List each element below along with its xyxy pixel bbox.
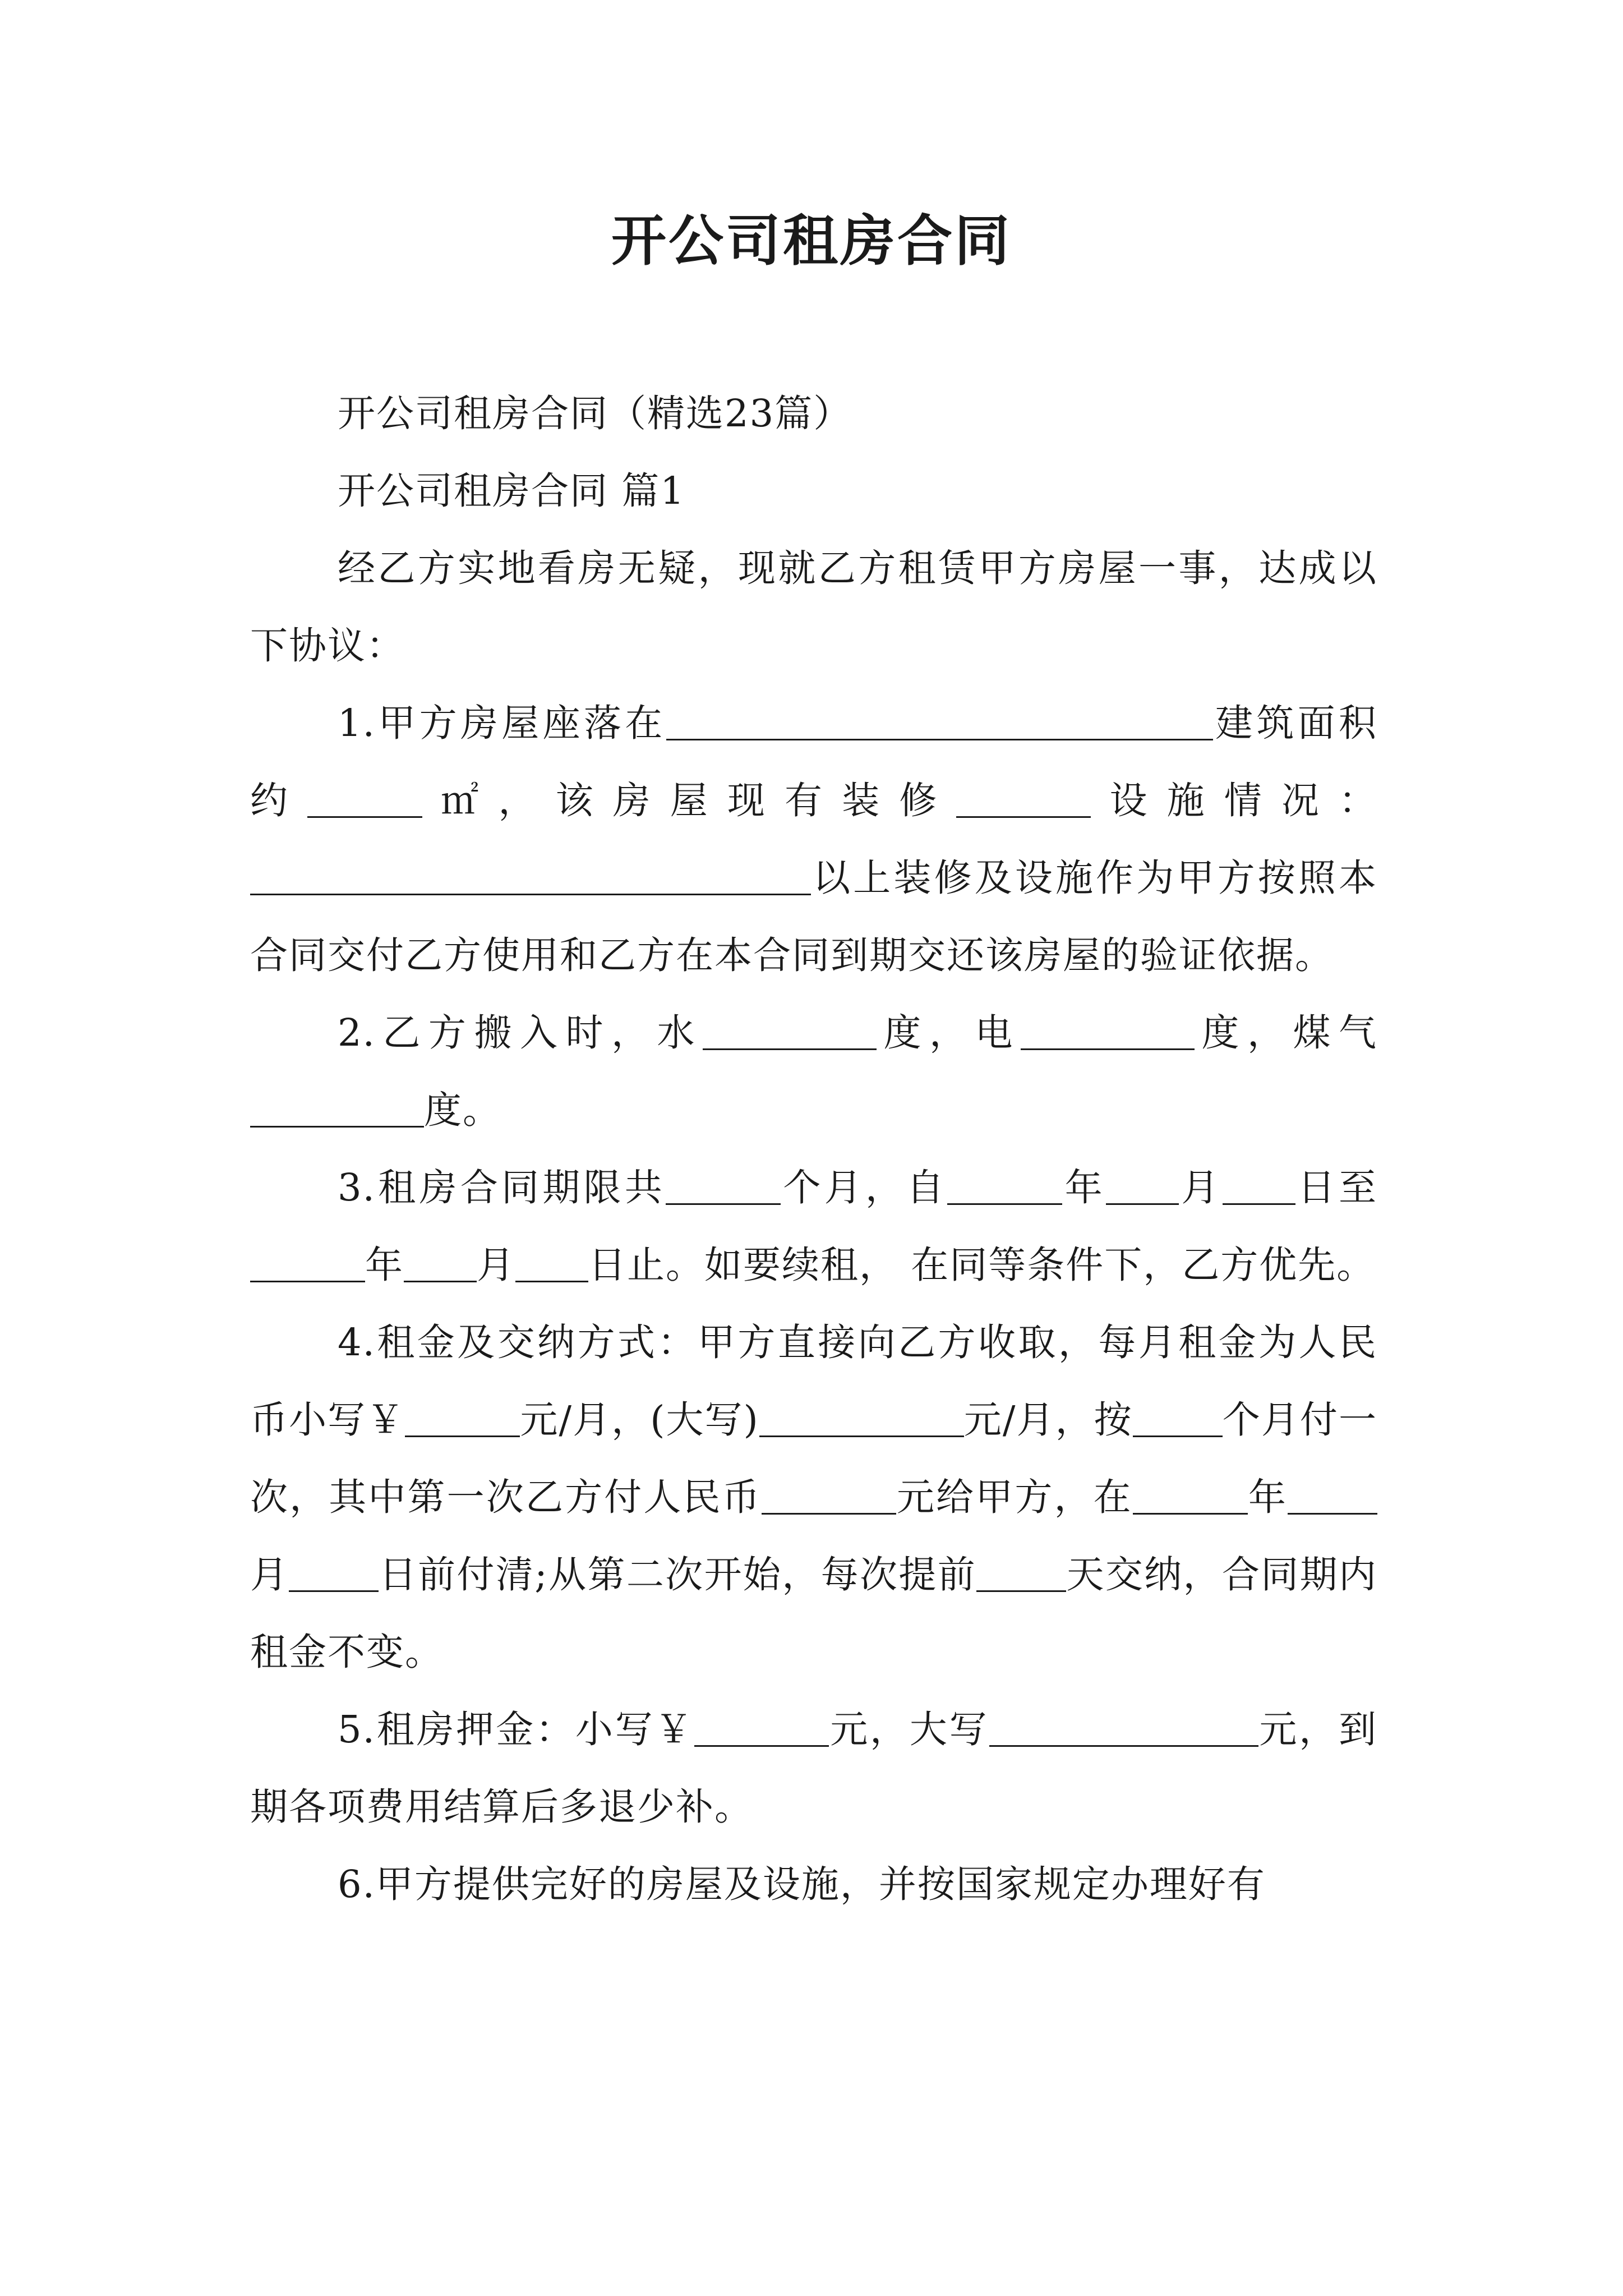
blank-rent-uppercase <box>759 1400 964 1437</box>
clause-3-text-h: 日止。如要续租， 在同等条件下，乙方优先。 <box>588 1243 1376 1287</box>
section-heading-text: 开公司租房合同 篇1 <box>338 469 685 513</box>
blank-payment-day <box>289 1554 379 1592</box>
clause-1-text-b: 建筑面积约 <box>250 701 1377 822</box>
clause-5-text-b: 元，大写 <box>829 1708 989 1751</box>
clause-4-text-b: 元/月，(大写) <box>520 1398 759 1442</box>
blank-end-year <box>250 1245 365 1282</box>
blank-term-months <box>666 1167 781 1205</box>
clause-4 <box>250 1304 1377 1691</box>
clause-5-text-a: 5.租房押金：小写￥ <box>338 1708 695 1751</box>
clause-4-text-d: 个月付一次，其中第一次乙方付人民币 <box>250 1398 1378 1519</box>
blank-deposit-uppercase <box>989 1709 1258 1747</box>
clause-3-text-c: 年 <box>1062 1166 1106 1209</box>
clause-1 <box>250 684 1377 994</box>
clause-6-text-a: 6.甲方提供完好的房屋及设施，并按国家规定办理好有 <box>338 1862 1266 1906</box>
clause-3-text-e: 日至 <box>1295 1166 1378 1209</box>
clause-4-text-a: 4.租金及交纳方式：甲方直接向乙方收取，每月租金为人民币小写￥ <box>250 1320 1377 1442</box>
blank-payment-year <box>1133 1477 1248 1515</box>
clause-4-text-h: 日前付清;从第二次开始，每次提前 <box>379 1553 977 1596</box>
blank-gas-reading <box>250 1090 424 1128</box>
clause-5-text-c: 元，到期各项费用结算后多退少补。 <box>250 1708 1377 1829</box>
clause-3-text-b: 个月，自 <box>781 1166 948 1209</box>
intro-text: 经乙方实地看房无疑，现就乙方租赁甲方房屋一事，达成以下协议： <box>250 546 1377 668</box>
blank-water-reading <box>703 1013 877 1050</box>
section-heading <box>250 452 1377 530</box>
blank-rent-lowercase <box>405 1400 520 1437</box>
blank-house-location <box>666 703 1213 740</box>
clause-4-text-i: 天交纳，合同期内租金不变。 <box>250 1553 1378 1674</box>
clause-1-text-e: 以上装修及设施作为甲方按照本合同交付乙方使用和乙方在本合同到期交还该房屋的验证依据。 <box>250 856 1377 977</box>
clause-4-text-f: 年 <box>1247 1475 1288 1519</box>
clause-3 <box>250 1149 1377 1304</box>
blank-deposit-lowercase <box>694 1709 829 1747</box>
clause-3-text-g: 月 <box>477 1243 515 1287</box>
blank-area <box>307 780 422 818</box>
clause-2 <box>250 994 1377 1149</box>
blank-advance-days <box>976 1554 1066 1592</box>
document-title: 开公司租房合同 <box>611 209 1012 273</box>
clause-3-text-a: 3.租房合同期限共 <box>338 1166 666 1209</box>
subtitle-line <box>250 375 1377 452</box>
clause-3-text-f: 年 <box>365 1243 404 1287</box>
clause-4-text-g: 月 <box>250 1553 289 1596</box>
blank-payment-month <box>1288 1477 1377 1515</box>
blank-payment-interval <box>1133 1400 1223 1437</box>
clause-1-text-a: 1.甲方房屋座落在 <box>338 701 666 745</box>
blank-electricity-reading <box>1021 1013 1195 1050</box>
clause-5 <box>250 1691 1377 1846</box>
document-body <box>250 375 1377 1923</box>
clause-2-text-c: 度，煤气 <box>1194 1011 1377 1055</box>
blank-first-payment <box>762 1477 896 1515</box>
blank-facilities <box>250 858 811 895</box>
clause-6 <box>250 1846 1377 1923</box>
blank-start-month <box>1106 1167 1179 1205</box>
blank-start-year <box>947 1167 1062 1205</box>
clause-2-text-a: 2.乙方搬入时，水 <box>338 1011 703 1055</box>
clause-4-text-e: 元给甲方，在 <box>896 1475 1133 1519</box>
subtitle-text: 开公司租房合同（精选23篇） <box>338 392 852 435</box>
blank-end-month <box>404 1245 477 1282</box>
clause-1-text-d: 设施情况： <box>1091 779 1377 822</box>
blank-start-day <box>1223 1167 1295 1205</box>
clause-2-text-b: 度，电 <box>876 1011 1021 1055</box>
clause-4-text-c: 元/月，按 <box>963 1398 1133 1442</box>
clause-2-text-d: 度。 <box>424 1088 501 1132</box>
blank-decoration <box>956 780 1091 818</box>
clause-3-text-d: 月 <box>1178 1166 1223 1209</box>
intro-paragraph <box>250 530 1377 684</box>
blank-end-day <box>515 1245 588 1282</box>
clause-1-text-c: ㎡，该房屋现有装修 <box>422 779 957 822</box>
